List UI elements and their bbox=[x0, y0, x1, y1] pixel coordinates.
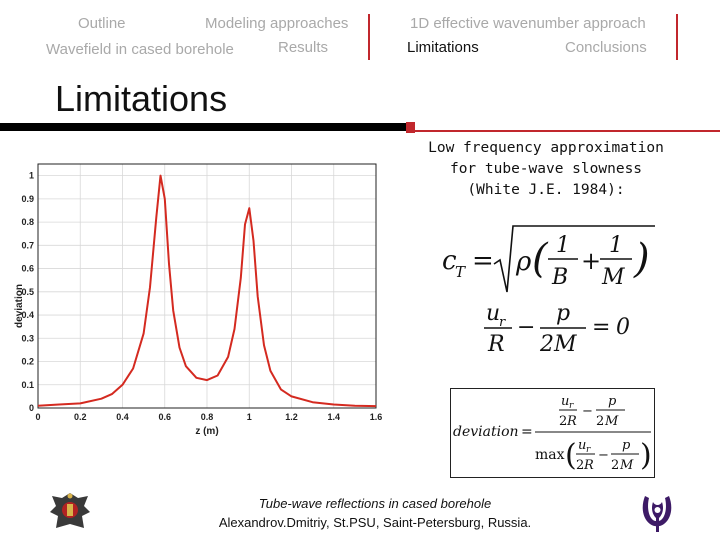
chart-x-tick-label: 0.6 bbox=[158, 412, 172, 422]
svg-text:u: u bbox=[561, 394, 570, 409]
nav-modeling-approaches[interactable]: Modeling approaches bbox=[205, 15, 349, 32]
chart-x-tick-label: 0.4 bbox=[116, 412, 129, 422]
svg-text:p: p bbox=[608, 394, 617, 409]
svg-text:M: M bbox=[602, 265, 625, 290]
svg-text:2: 2 bbox=[576, 458, 585, 473]
svg-text:2: 2 bbox=[611, 458, 620, 473]
nav-divider-right bbox=[676, 14, 678, 60]
title-underline-black bbox=[0, 123, 406, 131]
deviation-definition-box bbox=[450, 388, 655, 478]
chart-y-tick-label: 0.7 bbox=[21, 240, 34, 251]
note-line-2: for tube-wave slowness bbox=[449, 161, 643, 177]
svg-text:B: B bbox=[552, 265, 569, 290]
svg-text:p: p bbox=[556, 301, 571, 326]
chart-x-tick-label: 0 bbox=[35, 412, 41, 422]
svg-text:r: r bbox=[499, 315, 506, 330]
chart-x-tick-label: 1.2 bbox=[285, 412, 298, 422]
svg-text:(: ( bbox=[532, 236, 548, 282]
chart-y-axis-label: deviation bbox=[14, 284, 25, 328]
svg-text:M: M bbox=[620, 458, 634, 473]
svg-text:2: 2 bbox=[540, 332, 554, 356]
chart-x-tick-label: 1.4 bbox=[327, 412, 341, 422]
chart-background bbox=[8, 150, 386, 440]
chart-x-axis-label: z (m) bbox=[195, 426, 219, 437]
svg-text:R: R bbox=[567, 414, 577, 429]
title-underline-red-block bbox=[406, 122, 415, 133]
chart-x-tick-label: 1 bbox=[246, 412, 252, 422]
svg-text:): ) bbox=[634, 236, 650, 282]
svg-text:max: max bbox=[535, 447, 565, 463]
footer bbox=[160, 494, 590, 532]
svg-text:deviation: deviation bbox=[453, 424, 519, 440]
nav-divider-left bbox=[368, 14, 370, 60]
svg-text:R: R bbox=[488, 332, 505, 356]
svg-text:r: r bbox=[586, 445, 591, 455]
chart-x-tick-label: 1.6 bbox=[369, 412, 383, 422]
svg-text:(: ( bbox=[565, 438, 577, 473]
chart-y-tick-label: 0.9 bbox=[21, 193, 34, 204]
chart-y-tick-label: 0.1 bbox=[21, 379, 34, 390]
svg-text:u: u bbox=[578, 438, 587, 453]
note-line-1: Low frequency approximation bbox=[428, 140, 664, 156]
title-underline-red-line bbox=[415, 130, 720, 132]
svg-text:2: 2 bbox=[559, 414, 568, 429]
svg-text:−: − bbox=[598, 448, 609, 463]
svg-text:=: = bbox=[472, 246, 494, 276]
svg-text:M: M bbox=[554, 332, 577, 356]
formula-tube-wave-slowness bbox=[440, 222, 655, 297]
svg-text:1: 1 bbox=[556, 233, 570, 258]
svg-text:r: r bbox=[569, 401, 574, 411]
nav-conclusions[interactable]: Conclusions bbox=[565, 39, 647, 56]
svg-text:=: = bbox=[521, 424, 533, 440]
university-crest-logo-icon bbox=[48, 490, 92, 534]
svg-text:p: p bbox=[622, 438, 631, 453]
institute-logo-icon bbox=[636, 492, 678, 534]
nav-limitations[interactable]: Limitations bbox=[407, 39, 479, 56]
approximation-note bbox=[416, 138, 676, 201]
svg-text:0: 0 bbox=[616, 315, 630, 340]
deviation-chart bbox=[8, 150, 386, 440]
footer-line-1: Tube-wave reflections in cased borehole bbox=[258, 496, 492, 511]
chart-y-tick-label: 0.3 bbox=[21, 333, 34, 344]
svg-text:+: + bbox=[581, 247, 602, 275]
page-title: Limitations bbox=[55, 78, 228, 119]
svg-text:2: 2 bbox=[596, 414, 605, 429]
svg-text:c: c bbox=[442, 246, 457, 276]
svg-text:R: R bbox=[584, 458, 594, 473]
chart-y-tick-label: 0.6 bbox=[21, 263, 34, 274]
svg-text:−: − bbox=[517, 315, 536, 340]
nav-effective-wavenumber[interactable]: 1D effective wavenumber approach bbox=[410, 15, 646, 32]
chart-x-tick-label: 0.2 bbox=[73, 412, 87, 422]
svg-text:1: 1 bbox=[609, 233, 623, 258]
nav-wavefield[interactable]: Wavefield in cased borehole bbox=[46, 41, 234, 58]
svg-text:M: M bbox=[605, 414, 619, 429]
note-line-3: (White J.E. 1984): bbox=[467, 182, 625, 198]
svg-text:): ) bbox=[640, 438, 652, 473]
chart-y-tick-label: 0.2 bbox=[21, 356, 34, 367]
nav-outline[interactable]: Outline bbox=[78, 15, 126, 32]
chart-y-tick-label: 0.4 bbox=[21, 310, 34, 321]
svg-text:T: T bbox=[455, 263, 466, 281]
svg-text:ρ: ρ bbox=[516, 247, 532, 277]
chart-y-tick-label: 0 bbox=[28, 403, 34, 413]
nav-results[interactable]: Results bbox=[278, 39, 329, 56]
svg-text:−: − bbox=[582, 404, 593, 419]
formula-boundary-condition bbox=[482, 300, 642, 356]
chart-y-tick-label: 0.5 bbox=[21, 286, 34, 297]
svg-text:u: u bbox=[486, 301, 501, 326]
chart-x-tick-label: 0.8 bbox=[200, 412, 214, 422]
svg-text:=: = bbox=[592, 315, 611, 340]
chart-y-tick-label: 0.8 bbox=[21, 217, 34, 228]
chart-y-tick-label: 1 bbox=[28, 170, 34, 181]
footer-line-2: Alexandrov.Dmitriy, St.PSU, Saint-Petersburg, Russia. bbox=[218, 515, 532, 530]
deviation-chart-svg bbox=[8, 150, 386, 440]
